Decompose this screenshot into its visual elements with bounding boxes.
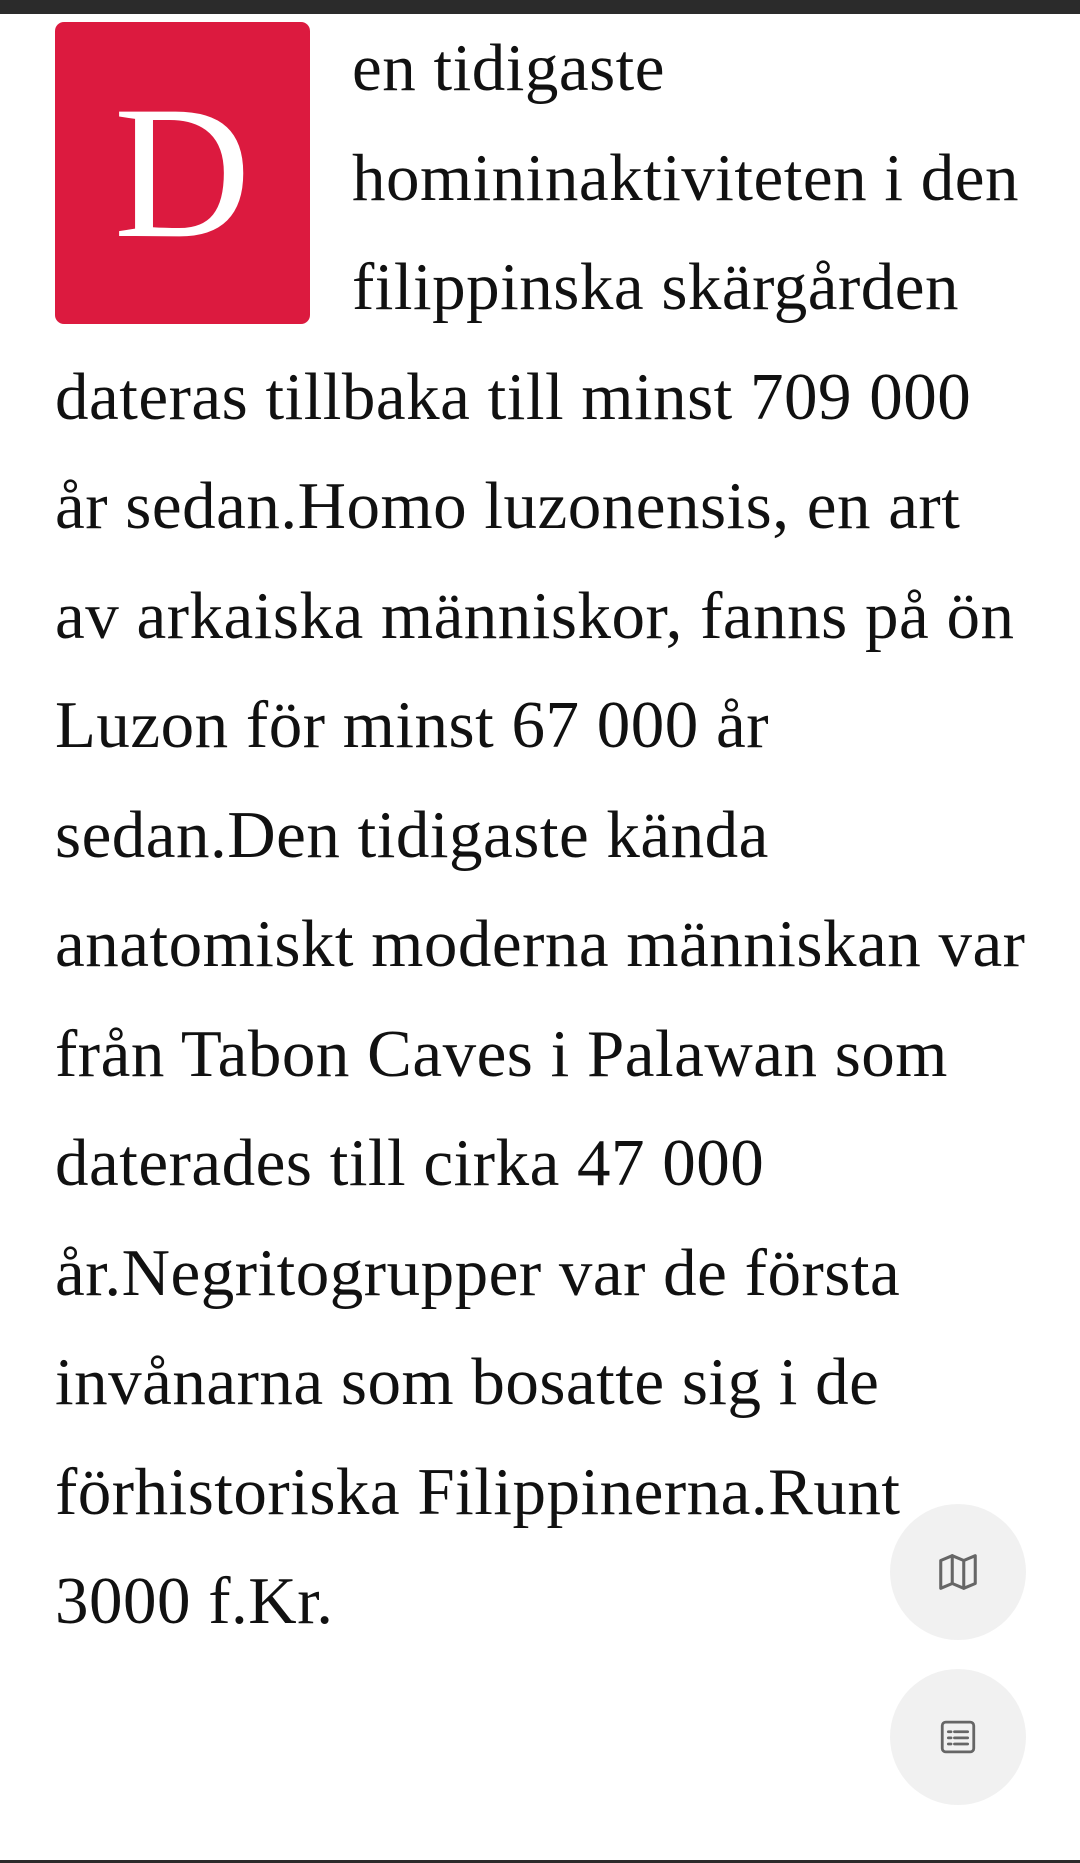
article-text xyxy=(55,14,1040,1657)
map-button[interactable] xyxy=(890,1504,1026,1640)
table-of-contents-button[interactable] xyxy=(890,1669,1026,1805)
map-icon xyxy=(935,1549,981,1595)
article-body: en tidigaste homininaktiviteten i den filippinska skärgården dateras tillbaka till minst 709 000 år sedan.Homo luzonensis, en art av arkaiska människor, fanns på ön Luzon för minst 67 000 år sedan.Den tidigaste kända anatomiskt moderna människan var från Tabon Caves i Palawan som daterades till cirka 47 000 år.Negritogrupper var de första invånarna som bosatte sig i de förhistoriska Filippinerna.Runt 3000 f.Kr. xyxy=(55,31,1026,1638)
list-icon xyxy=(937,1716,979,1758)
top-status-strip xyxy=(0,0,1080,14)
drop-cap: D xyxy=(55,22,310,324)
